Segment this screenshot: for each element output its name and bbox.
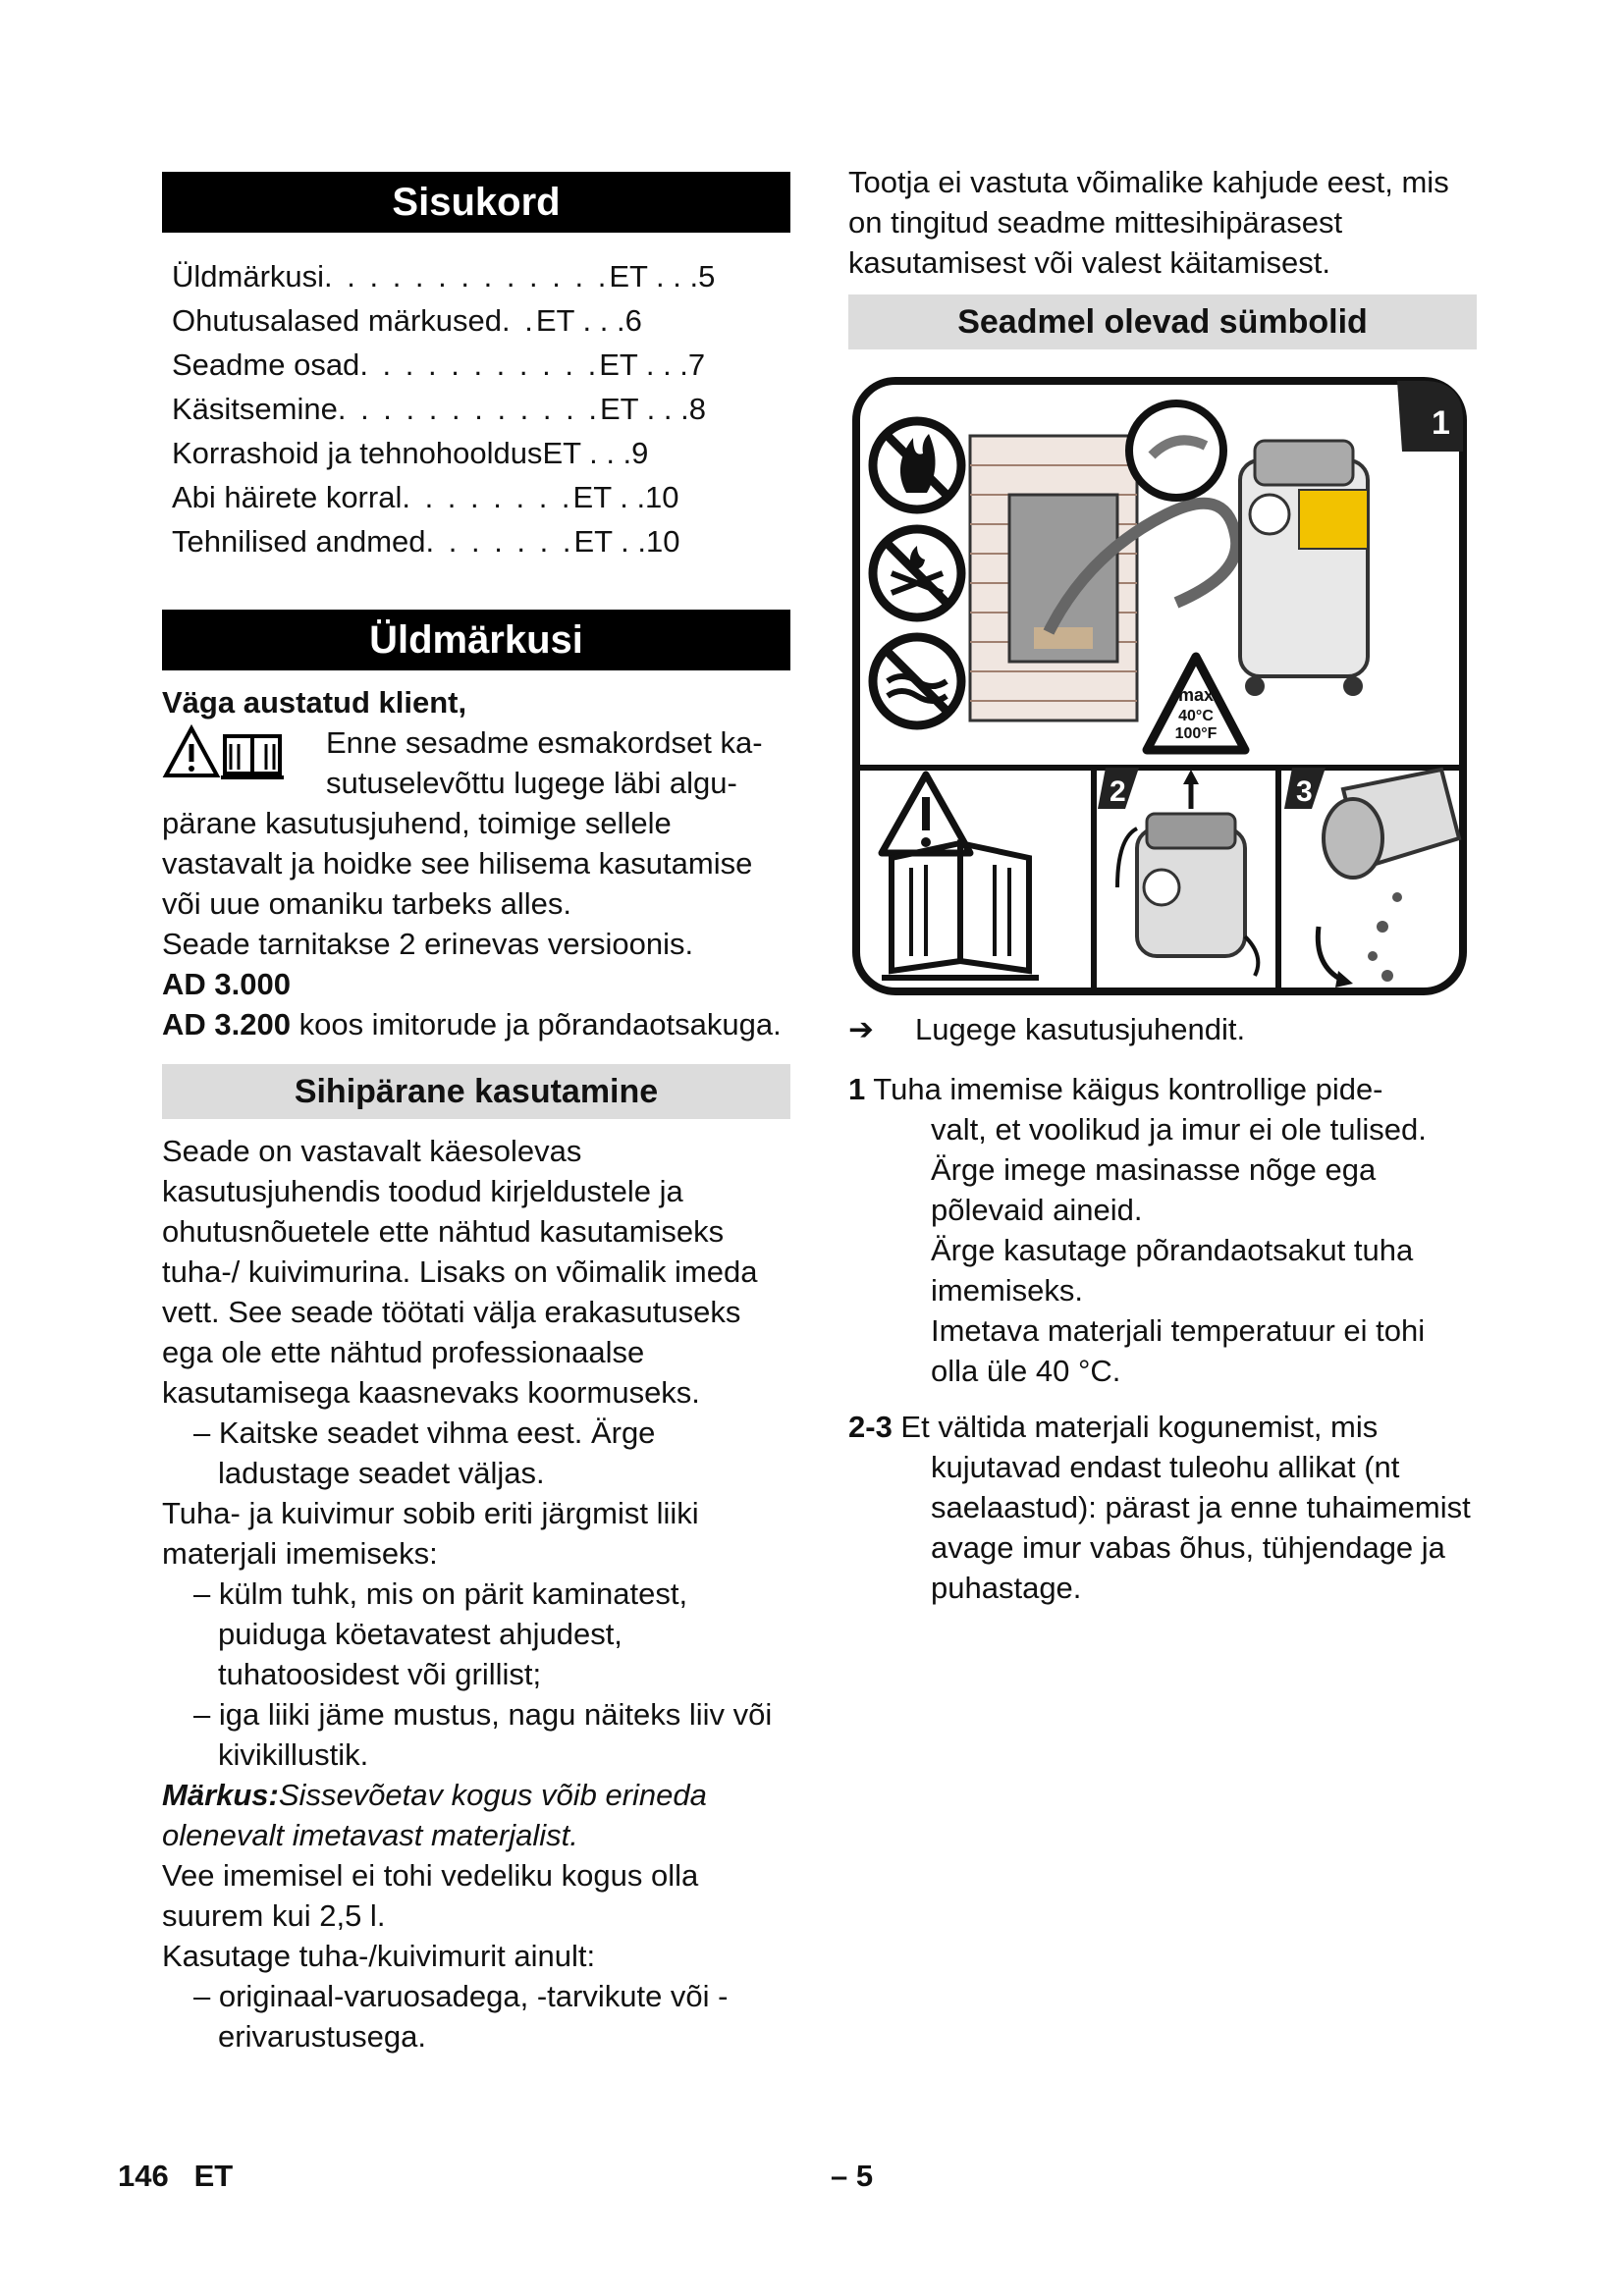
right-column <box>848 162 1477 1608</box>
toc-dots: . . . . . . . . . . . <box>359 347 600 382</box>
toc-label: Korrashoid ja tehnohooldus <box>172 436 543 470</box>
item-1-number: 1 <box>848 1072 866 1106</box>
toc-row[interactable] <box>172 431 790 475</box>
item-1 <box>848 1069 1477 1391</box>
toc-row[interactable] <box>172 298 790 343</box>
temp-max-label: max <box>1177 685 1215 705</box>
item-1-p3: Ärge kasutage põrandaotsakut tuha imemiseks. <box>931 1233 1414 1308</box>
model-ad3200-line <box>162 1004 790 1044</box>
item-1-first: Tuha imemise käigus kontrollige pide- <box>865 1072 1383 1106</box>
toc-label: Üldmärkusi <box>172 259 325 294</box>
model-ad3000: AD 3.000 <box>162 967 291 1001</box>
toc-page: ET . . .9 <box>542 436 649 470</box>
item-2-3-rest: kujutavad endast tuleohu allikat (nt saelaastud): pärast ja enne tuhaimemist avage imur vabas õhus, tühjendage ja puhastage. <box>931 1450 1471 1605</box>
item-1-p2: Ärge imege masinasse nõge ega põlevaid aineid. <box>931 1152 1377 1227</box>
toc-dots: . . <box>502 303 536 338</box>
note-text: Sissevõetav kogus võib erineda olenevalt imetavast materjalist. <box>162 1778 707 1852</box>
left-column <box>162 172 790 2056</box>
bullet-dirt: – iga liiki jäme mustus, nagu näiteks liiv või kivikillustik. <box>193 1697 773 1772</box>
intended-use-p1: Seade on vastavalt käesolevas kasutusjuhendis toodud kirjeldustele ja ohutusnõuetele ette nähtud kasutamiseks tuha-/ kuivimurina. Lisaks on võimalik imeda vett. See seade töötati välja erakasutuseks ega ole ette nähtud professionaalse kasutamisega kaasnevaks koormuseks. <box>162 1134 758 1410</box>
toc-list <box>162 254 790 563</box>
toc-dots: . . . . . . . <box>425 524 574 559</box>
intro-line1: Enne sesadme esmakordset ka- <box>326 725 763 760</box>
symbols-figure <box>852 377 1467 995</box>
footer-page <box>118 2159 233 2194</box>
item-2-3-first: Et vältida materjali kogunemist, mis <box>892 1410 1379 1444</box>
fig-label-1: 1 <box>1432 404 1450 442</box>
item-2-3 <box>848 1407 1477 1608</box>
page-lang: ET <box>193 2159 234 2193</box>
toc-row[interactable] <box>172 475 790 519</box>
toc-page: ET . .10 <box>573 524 680 559</box>
toc-dots: . . . . . . . . . . . . <box>337 392 600 426</box>
temp-c-label: 40°C <box>1178 708 1214 724</box>
toc-row[interactable] <box>172 254 790 298</box>
general-title: Üldmärkusi <box>162 610 790 670</box>
toc-dots: . . . . . . . . . . . . . <box>324 259 610 294</box>
intended-use-p3: Vee imemisel ei tohi vedeliku kogus olla suurem kui 2,5 l. <box>162 1858 699 1933</box>
greeting: Väga austatud klient, <box>162 685 467 720</box>
toc-page: ET . .10 <box>572 480 679 514</box>
toc-label: Abi häirete korral <box>172 480 403 514</box>
toc-row[interactable] <box>172 387 790 431</box>
toc-label: Tehnilised andmed <box>172 524 426 559</box>
toc-page: ET . . .8 <box>599 392 706 426</box>
fireplace-illustration <box>970 436 1137 721</box>
toc-label: Ohutusalased märkused <box>172 303 503 338</box>
note <box>162 1775 790 1855</box>
bullet-ash: – külm tuhk, mis on pärit kaminatest, puiduga köetavatest ahjudest, tuhatoosidest või grillist; <box>193 1576 688 1691</box>
toc-label: Seadme osad <box>172 347 360 382</box>
toc-dots: . . . . . . . . <box>402 480 573 514</box>
read-manual-text: Lugege kasutusjuhendit. <box>915 1012 1246 1046</box>
warning-manual-icon <box>162 724 314 779</box>
item-1-rest: valt, et voolikud ja imur ei ole tulised. <box>931 1112 1427 1147</box>
intro-paragraph <box>162 722 790 924</box>
bullet-parts: – originaal-varuosadega, -tarvikute või -erivarustusega. <box>193 1979 729 2054</box>
toc-row[interactable] <box>172 519 790 563</box>
model-ad3200-desc: koos imitorude ja põrandaotsakuga. <box>290 1007 782 1041</box>
footer-center: – 5 <box>831 2159 874 2193</box>
intro-line2: sutuselevõttu lugege läbi algu- <box>326 766 737 800</box>
toc-row[interactable] <box>172 343 790 387</box>
bullet-rain: – Kaitske seadet vihma eest. Ärge ladustage seadet väljas. <box>193 1415 656 1490</box>
toc-page: ET . . .7 <box>599 347 706 382</box>
read-manual-line <box>848 1009 1477 1049</box>
versions-text: Seade tarnitakse 2 erinevas versioonis. <box>162 927 694 961</box>
toc-label: Käsitsemine <box>172 392 338 426</box>
toc-page: ET . . .6 <box>535 303 642 338</box>
temp-f-label: 100°F <box>1174 725 1218 742</box>
toc-page: ET . . .5 <box>609 259 716 294</box>
intro-rest: pärane kasutusjuhend, toimige sellele vastavalt ja hoidke see hilisema kasutamise või uue omaniku tarbeks alles. <box>162 806 753 921</box>
arrow-icon: ➔ <box>848 1012 874 1046</box>
intended-use-p2: Tuha- ja kuivimur sobib eriti järgmist liiki materjali imemiseks: <box>162 1496 699 1571</box>
symbols-title: Seadmel olevad sümbolid <box>848 294 1477 349</box>
toc-title: Sisukord <box>162 172 790 233</box>
intended-use-title: Sihipärane kasutamine <box>162 1064 790 1119</box>
model-ad3200: AD 3.200 <box>162 1007 291 1041</box>
intended-use-p4: Kasutage tuha-/kuivimurit ainult: <box>162 1939 596 1973</box>
fig-label-2: 2 <box>1110 775 1126 808</box>
fig-label-3: 3 <box>1296 775 1313 808</box>
item-1-p4: Imetava materjali temperatuur ei tohi olla üle 40 °C. <box>931 1313 1426 1388</box>
note-label: Märkus: <box>162 1778 279 1812</box>
disclaimer: Tootja ei vastuta võimalike kahjude eest, mis on tingitud seadme mittesihipärasest kasutamisest või valest käitamisest. <box>848 165 1449 280</box>
item-2-3-number: 2-3 <box>848 1410 893 1444</box>
page-number: 146 <box>118 2159 169 2193</box>
